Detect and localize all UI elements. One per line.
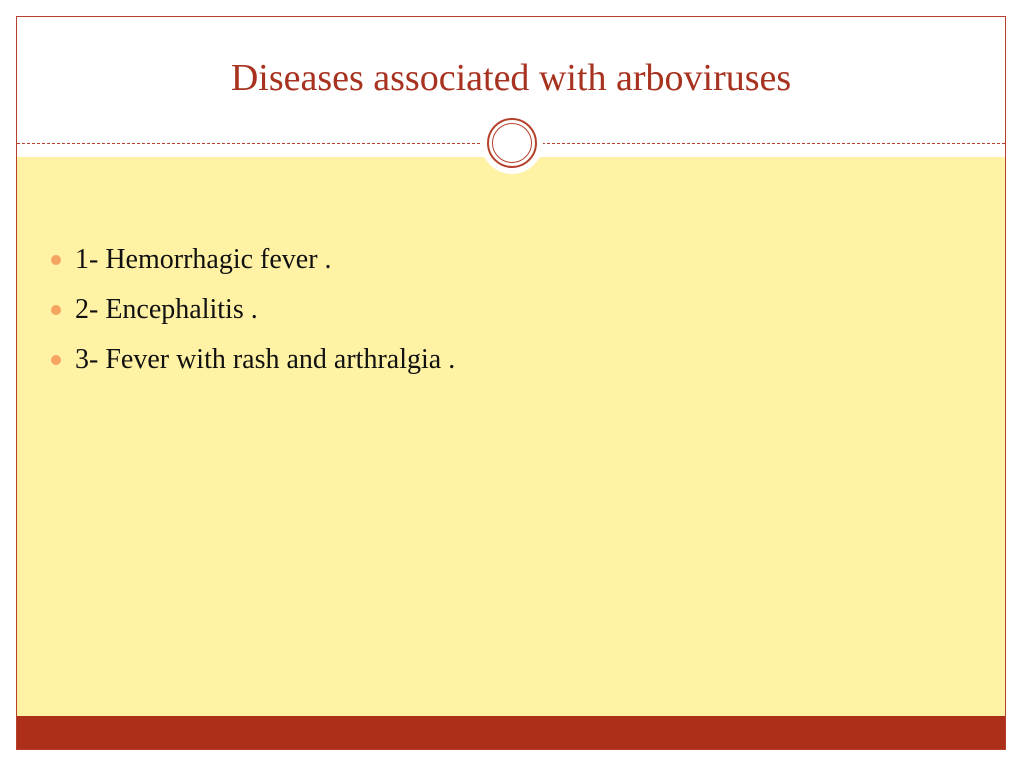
slide-title: Diseases associated with arboviruses [230,57,792,99]
bullet-dot-icon [51,355,61,365]
bullet-text: 2- Encephalitis . [75,294,258,325]
double-circle-ornament-icon [481,112,543,174]
bullet-text: 1- Hemorrhagic fever . [75,244,332,275]
bullet-item [51,335,455,385]
bullet-dot-icon [51,305,61,315]
slide [16,16,1006,750]
footer-bar [17,716,1005,749]
bullet-dot-icon [51,255,61,265]
ornament-inner-ring [492,123,532,163]
bullet-list [51,235,455,385]
bullet-text: 3- Fever with rash and arthralgia . [75,344,456,375]
bullet-item [51,235,455,285]
ornament-outer-ring [487,118,537,168]
bullet-item [51,285,455,335]
